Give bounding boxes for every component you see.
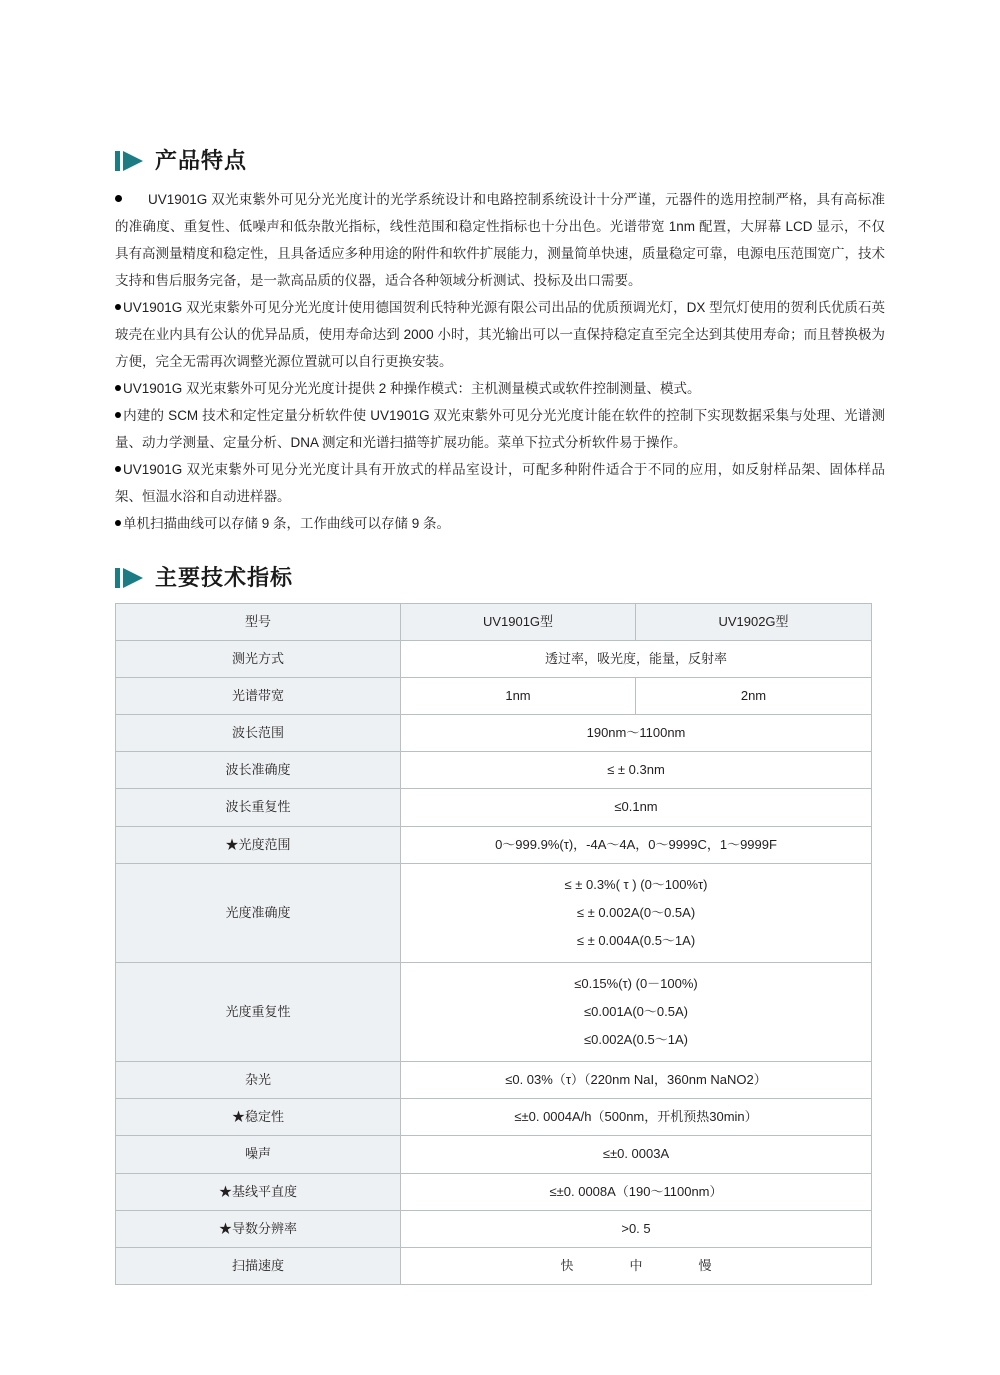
row-value: 0～999.9%(τ)，-4A～4A，0～9999C，1～9999F: [401, 826, 872, 863]
bullet-icon: [115, 466, 121, 472]
bullet-icon: [115, 520, 121, 526]
list-item: [115, 375, 885, 402]
row-value-line: ≤0.001A(0～0.5A): [584, 1004, 688, 1020]
list-item: [115, 186, 885, 294]
section-header-features: [115, 150, 885, 172]
row-value-line: ≤ ± 0.004A(0.5～1A): [576, 932, 696, 948]
feature-text-2: UV1901G 双光束紫外可见分光光度计使用德国贺利氏特种光源有限公司出品的优质预调光灯，DX 型氘灯使用的贺利氏优质石英玻壳在业内具有公认的优异品质，使用寿命达到 2000 小时，其光输出可以一直保持稳定直至完全达到其使用寿命；而且替换极为方便，完全无需再次调整光源位置就可以自行更换安装。: [115, 300, 885, 369]
section-title-features: 产品特点: [155, 148, 248, 173]
row-label: ★光度范围: [116, 826, 401, 863]
row-value-col2: 2nm: [636, 678, 872, 715]
table-row-header: [116, 604, 872, 641]
row-label: 波长准确度: [116, 752, 401, 789]
row-label: ★稳定性: [116, 1099, 401, 1136]
section-title-specs: 主要技术指标: [155, 565, 294, 590]
table-row: [116, 1136, 872, 1173]
table-row: [116, 1062, 872, 1099]
table-header-col1: UV1901G型: [401, 604, 636, 641]
bullet-icon: [115, 195, 122, 202]
row-label: 波长范围: [116, 715, 401, 752]
table-row: [116, 715, 872, 752]
bullet-icon: [115, 385, 121, 391]
row-value-multiline: [401, 863, 872, 962]
table-row: [116, 1210, 872, 1247]
table-row: [116, 826, 872, 863]
row-value-line: ≤0.002A(0.5～1A): [584, 1032, 688, 1048]
row-value: ≤0.1nm: [401, 789, 872, 826]
row-value-col1: 1nm: [401, 678, 636, 715]
row-value: ≤0. 03%（τ）（220nm NaI，360nm NaNO2）: [401, 1062, 872, 1099]
triangle-bullet-icon: [115, 567, 145, 589]
table-header-label: 型号: [116, 604, 401, 641]
table-row: [116, 1247, 872, 1284]
row-label: 扫描速度: [116, 1247, 401, 1284]
row-label: 波长重复性: [116, 789, 401, 826]
feature-text-5: UV1901G 双光束紫外可见分光光度计具有开放式的样品室设计，可配多种附件适合于不同的应用，如反射样品架、固体样品架、恒温水浴和自动进样器。: [115, 462, 885, 504]
table-row: [116, 863, 872, 962]
table-header-col2: UV1902G型: [636, 604, 872, 641]
row-label: 杂光: [116, 1062, 401, 1099]
feature-text-6: 单机扫描曲线可以存储 9 条，工作曲线可以存储 9 条。: [123, 516, 451, 531]
table-row: [116, 962, 872, 1061]
feature-text-3: UV1901G 双光束紫外可见分光光度计提供 2 种操作模式：主机测量模式或软件控制测量、模式。: [123, 381, 701, 396]
feature-list: [115, 186, 885, 537]
row-value: ≤±0. 0003A: [401, 1136, 872, 1173]
list-item: [115, 456, 885, 510]
feature-text-1: UV1901G 双光束紫外可见分光光度计的光学系统设计和电路控制系统设计十分严谨，元器件的选用控制严格，具有高标准的准确度、重复性、低噪声和低杂散光指标，线性范围和稳定性指标也十分出色。光谱带宽 1nm 配置，大屏幕 LCD 显示，不仅具有高测量精度和稳定性，且具备适应多种用途的附件和软件扩展能力，测量简单快速，质量稳定可靠，电源电压范围宽广，技术支持和售后服务完备，是一款高品质的仪器，适合各种领域分析测试、投标及出口需要。: [115, 192, 885, 288]
row-value-line: ≤ ± 0.3%( τ ) (0～100%τ): [564, 876, 708, 892]
list-item: [115, 294, 885, 375]
table-row: [116, 678, 872, 715]
row-value: ≤±0. 0008A（190～1100nm）: [401, 1173, 872, 1210]
speed-option-medium: 中: [629, 1257, 643, 1273]
row-value: 透过率，吸光度，能量，反射率: [401, 641, 872, 678]
row-value-speed: [401, 1247, 872, 1284]
row-value-line: ≤ ± 0.002A(0～0.5A): [576, 904, 696, 920]
table-row: [116, 641, 872, 678]
row-label: 光谱带宽: [116, 678, 401, 715]
row-label: 噪声: [116, 1136, 401, 1173]
speed-option-fast: 快: [560, 1257, 574, 1273]
table-row: [116, 1173, 872, 1210]
specifications-table: [115, 603, 872, 1285]
row-label: 光度重复性: [116, 962, 401, 1061]
row-label: 光度准确度: [116, 863, 401, 962]
row-label: 测光方式: [116, 641, 401, 678]
row-value: 190nm～1100nm: [401, 715, 872, 752]
row-value-line: ≤0.15%(τ) (0－100%): [574, 975, 698, 991]
table-row: [116, 752, 872, 789]
row-label: ★基线平直度: [116, 1173, 401, 1210]
row-value: ≤ ± 0.3nm: [401, 752, 872, 789]
bullet-icon: [115, 412, 121, 418]
list-item: [115, 402, 885, 456]
speed-option-slow: 慢: [698, 1257, 712, 1273]
triangle-bullet-icon: [115, 150, 145, 172]
feature-text-4: 内建的 SCM 技术和定性定量分析软件使 UV1901G 双光束紫外可见分光光度计能在软件的控制下实现数据采集与处理、光谱测量、动力学测量、定量分析、DNA 测定和光谱扫描等扩展功能。菜单下拉式分析软件易于操作。: [115, 408, 885, 450]
row-label: ★导数分辨率: [116, 1210, 401, 1247]
row-value: >0. 5: [401, 1210, 872, 1247]
row-value-multiline: [401, 962, 872, 1061]
table-row: [116, 789, 872, 826]
bullet-icon: [115, 304, 121, 310]
page-content: [115, 150, 885, 1285]
section-header-specs: [115, 567, 885, 589]
table-row: [116, 1099, 872, 1136]
row-value: ≤±0. 0004A/h（500nm，开机预热30min）: [401, 1099, 872, 1136]
list-item: [115, 510, 885, 537]
